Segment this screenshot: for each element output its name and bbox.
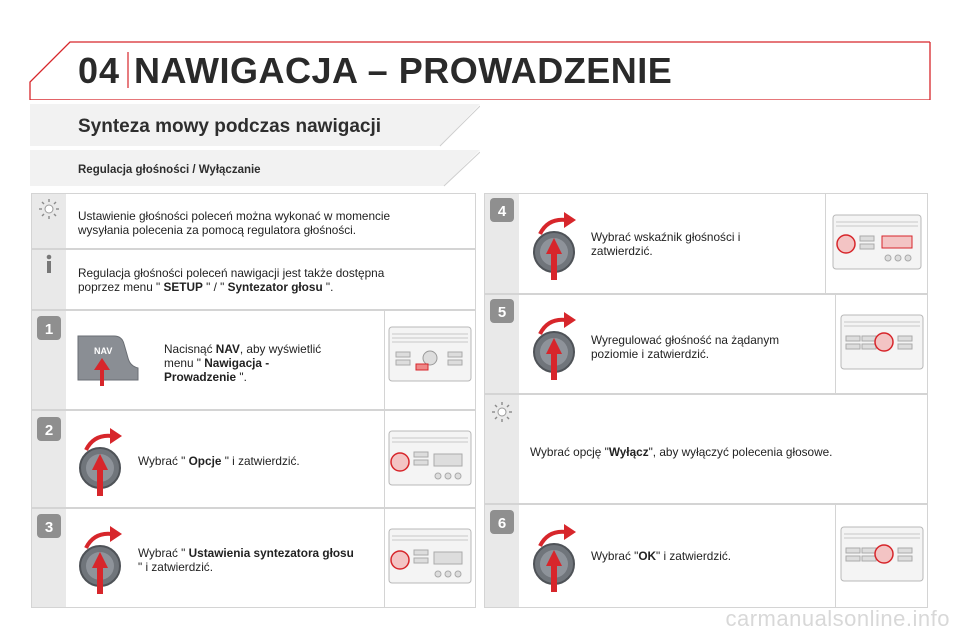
info-sep: " / " — [202, 280, 228, 294]
radio-panel-5 — [840, 314, 924, 370]
svg-text:NAV: NAV — [94, 346, 113, 356]
ok-label: OK — [638, 549, 657, 563]
info-suffix: ". — [322, 280, 334, 294]
rotary-knob-icon — [68, 518, 138, 596]
rotary-knob-icon — [68, 420, 138, 498]
synth-menu-label: Syntezator głosu — [227, 280, 323, 294]
svg-text:3: 3 — [44, 519, 54, 536]
info-text — [78, 266, 458, 294]
step-6-text: Wybrać "OK" i zatwierdzić. — [591, 549, 732, 563]
voice-synth-settings-label: Ustawienia syntezatora głosu — [188, 546, 354, 560]
step-1-text: Nacisnąć NAV, aby wyświetlić menu " Nawigacja - Prowadzenie ". — [164, 342, 322, 384]
radio-panel-2 — [388, 430, 472, 486]
rotary-knob-icon — [522, 516, 592, 594]
lightbulb-icon — [38, 198, 60, 220]
radio-panel-1 — [388, 326, 472, 382]
info-line1: Regulacja głośności poleceń nawigacji jest także dostępna — [78, 266, 385, 280]
svg-text:4: 4 — [497, 203, 507, 220]
step-2-text: Wybrać " Opcje " i zatwierdzić. — [138, 454, 300, 468]
rotary-knob-icon — [522, 204, 592, 282]
svg-text:6: 6 — [497, 515, 507, 532]
nav-key-label: NAV — [215, 342, 240, 356]
step-4-badge — [490, 198, 514, 222]
step-4-text: Wybrać wskaźnik głośności i zatwierdzić. — [591, 230, 741, 258]
svg-text:2: 2 — [44, 422, 54, 439]
step-5-badge — [490, 299, 514, 323]
lightbulb-icon — [491, 401, 513, 423]
radio-panel-6 — [840, 526, 924, 582]
step-3-badge — [37, 514, 61, 538]
tip-text: Ustawienie głośności poleceń można wykonać w momencie wysyłania polecenia za pomocą regulatora głośności. — [78, 209, 391, 237]
step-5-text: Wyregulować głośność na żądanym poziomie i zatwierdzić. — [591, 333, 780, 361]
opcje-label: Opcje — [188, 454, 222, 468]
radio-panel-3 — [388, 528, 472, 584]
nav-button-graphic — [70, 328, 140, 388]
step-6-badge — [490, 510, 514, 534]
info-line2-prefix: poprzez menu " — [78, 280, 164, 294]
info-icon — [38, 253, 60, 275]
radio-panel-4 — [832, 214, 922, 270]
step-3-text: Wybrać " Ustawienia syntezatora głosu " i zatwierdzić. — [138, 546, 354, 574]
subsection-title: Regulacja głośności / Wyłączanie — [78, 164, 261, 176]
rotary-knob-icon — [522, 304, 592, 382]
section-title: Synteza mowy podczas nawigacji — [78, 116, 382, 137]
page-title: NAWIGACJA – PROWADZENIE — [134, 50, 673, 91]
tip-2-text: Wybrać opcję "Wyłącz", aby wyłączyć polecenia głosowe. — [530, 445, 833, 459]
wylacz-label: Wyłącz — [608, 445, 649, 459]
svg-text:5: 5 — [497, 304, 507, 321]
svg-text:1: 1 — [44, 321, 54, 338]
step-2-badge — [37, 417, 61, 441]
watermark: carmanualsonline.info — [725, 606, 950, 631]
step-1-badge — [37, 316, 61, 340]
nav-menu-label: Nawigacja - Prowadzenie — [164, 356, 270, 384]
setup-menu-label: SETUP — [163, 280, 203, 294]
chapter-number: 04 — [78, 50, 121, 91]
